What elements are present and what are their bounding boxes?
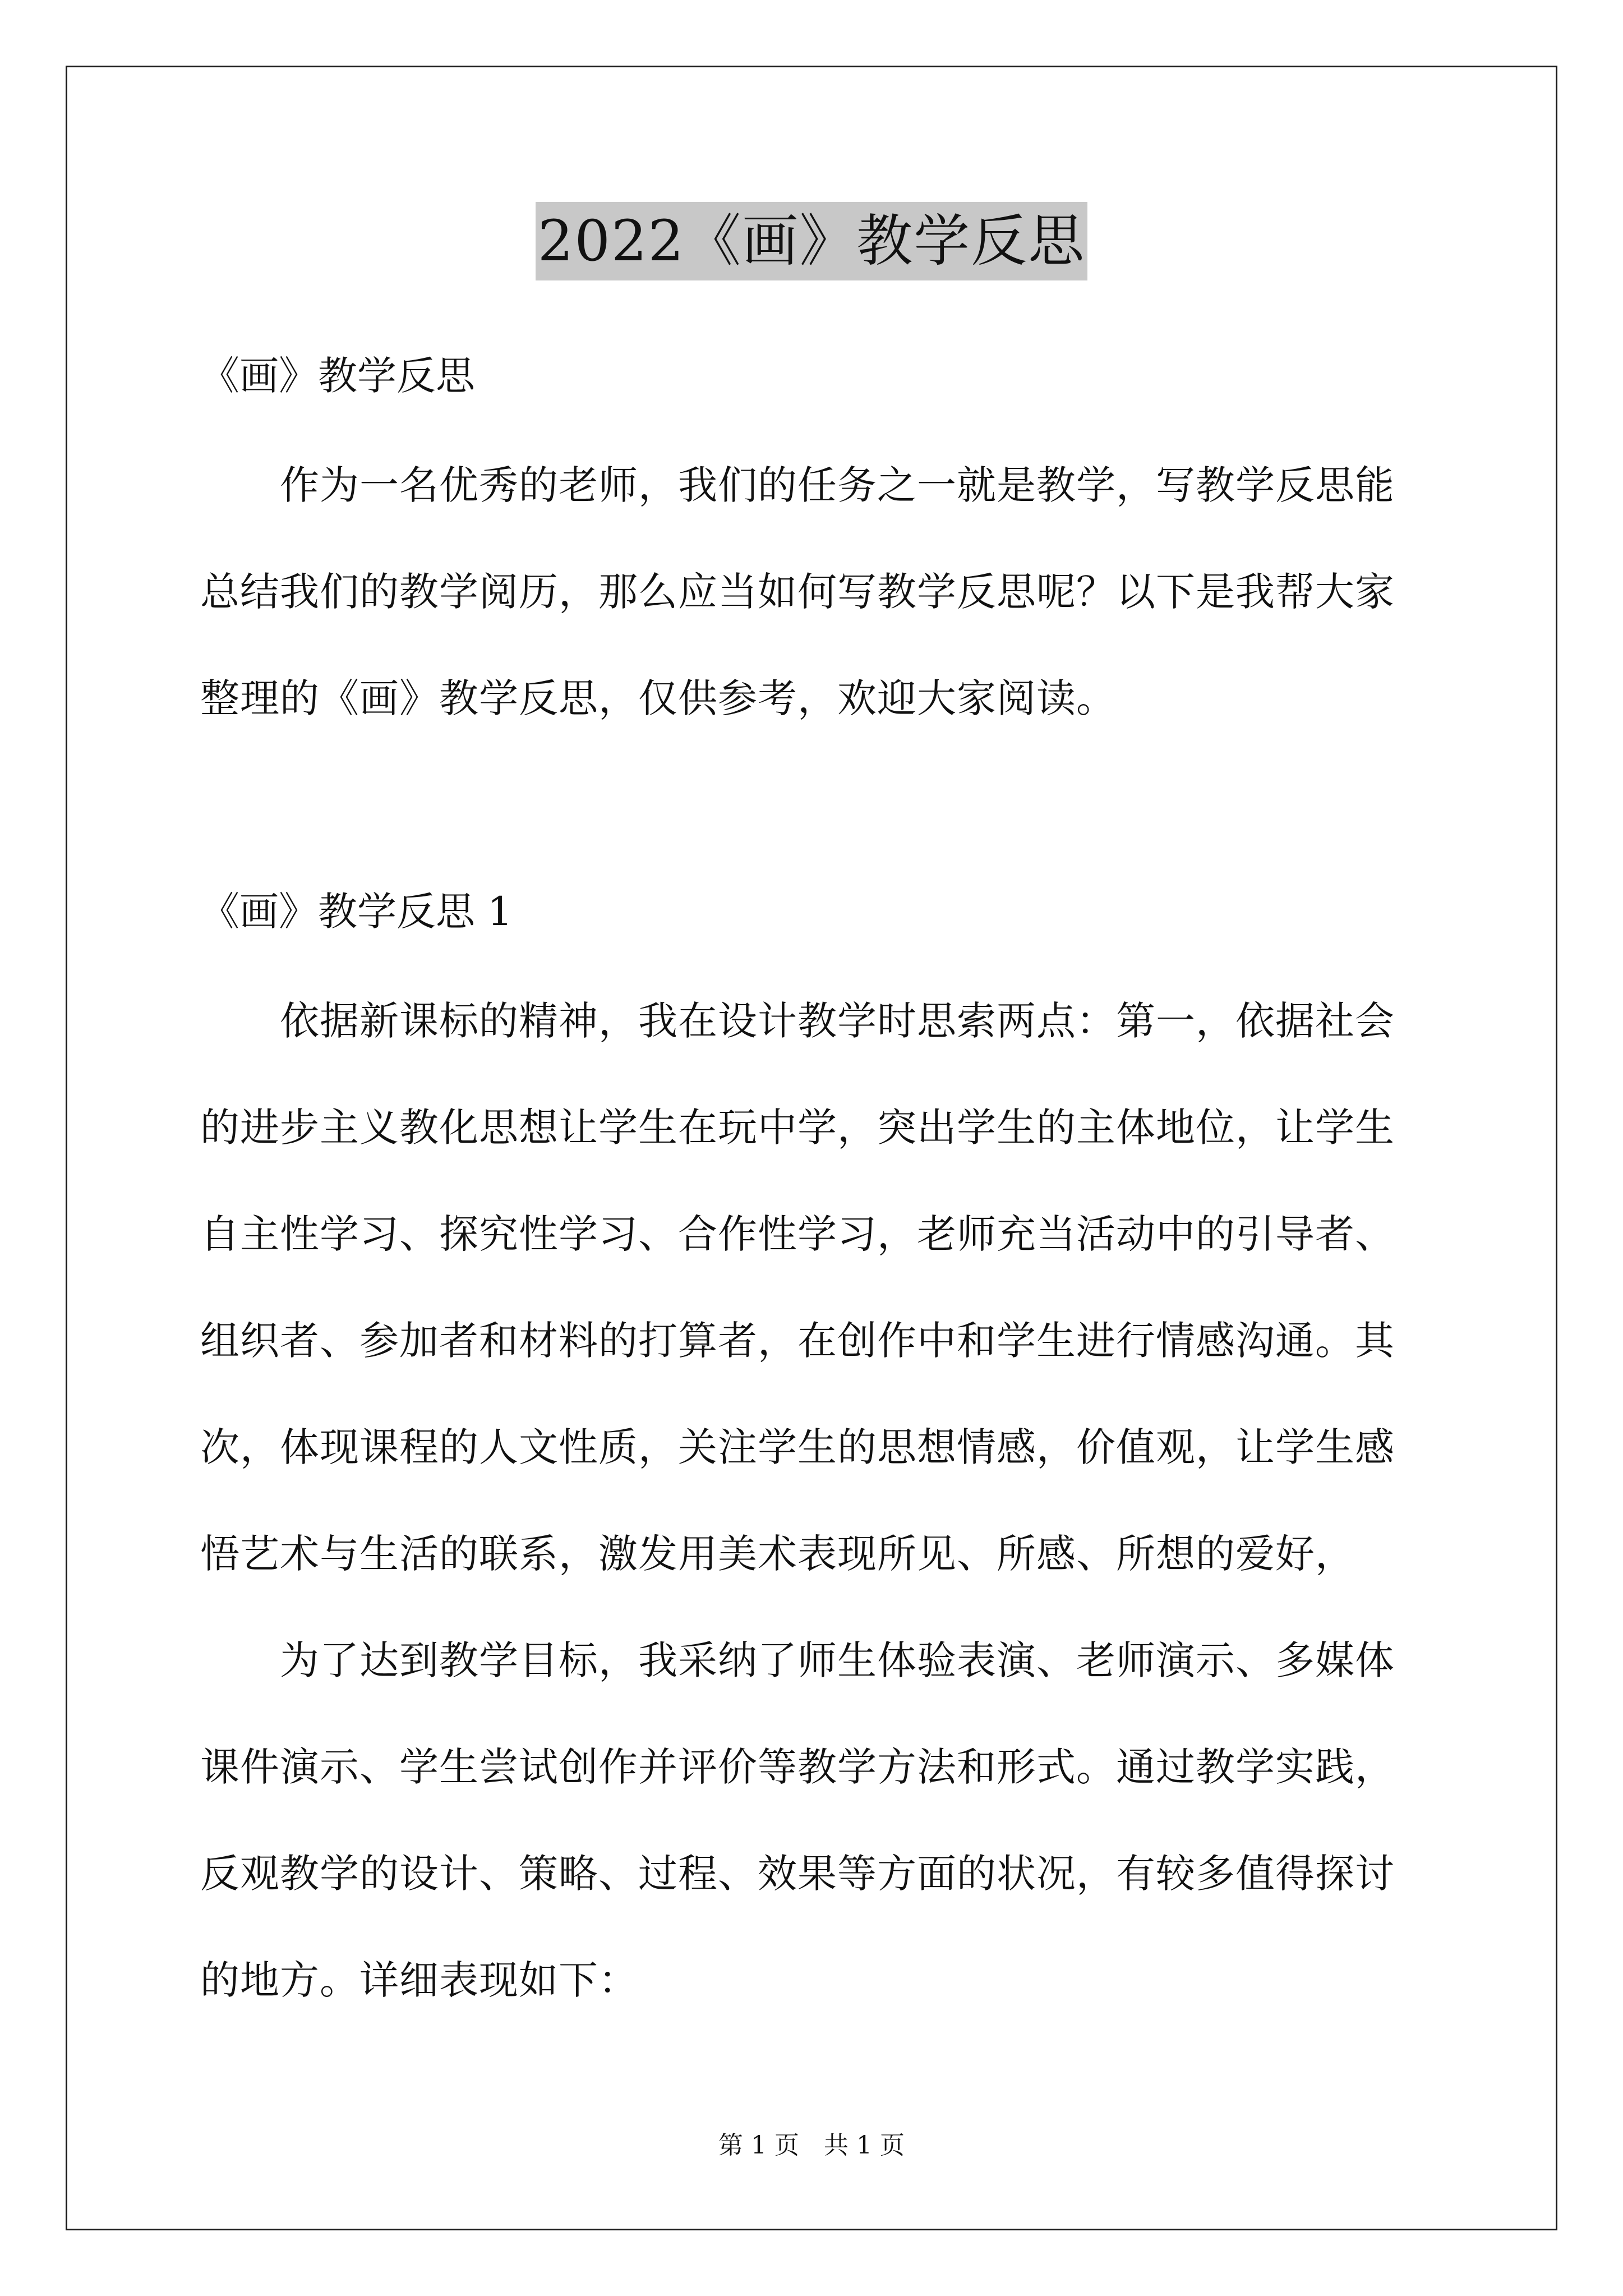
- title-container: [0, 202, 1623, 280]
- paragraph-line: 依据新课标的精神，我在设计教学时思索两点：第一，依据社会: [200, 998, 1395, 1044]
- section-heading: 《画》教学反思 1: [200, 889, 513, 935]
- paragraph-line: 悟艺术与生活的联系，激发用美术表现所见、所感、所想的爱好，: [200, 1531, 1355, 1577]
- intro-line: 总结我们的教学阅历，那么应当如何写教学反思呢？以下是我帮大家: [200, 569, 1395, 615]
- page-footer: 第 1 页 共 1 页: [718, 2131, 905, 2160]
- paragraph-line: 组织者、参加者和材料的打算者，在创作中和学生进行情感沟通。其: [200, 1318, 1395, 1364]
- intro-line: 作为一名优秀的老师，我们的任务之一就是教学，写教学反思能: [200, 462, 1395, 508]
- paragraph-line: 次，体现课程的人文性质，关注学生的思想情感，价值观，让学生感: [200, 1424, 1395, 1470]
- paragraph-line: 的进步主义教化思想让学生在玩中学，突出学生的主体地位，让学生: [200, 1105, 1395, 1151]
- paragraph-line: 自主性学习、探究性学习、合作性学习，老师充当活动中的引导者、: [200, 1211, 1395, 1257]
- paragraph-line: 课件演示、学生尝试创作并评价等教学方法和形式。通过教学实践，: [200, 1744, 1395, 1790]
- subtitle-heading: 《画》教学反思: [200, 353, 475, 399]
- document-title: 2022《画》教学反思: [536, 202, 1088, 280]
- paragraph-line: 为了达到教学目标，我采纳了师生体验表演、老师演示、多媒体: [200, 1637, 1395, 1683]
- paragraph-line: 反观教学的设计、策略、过程、效果等方面的状况，有较多值得探讨: [200, 1851, 1395, 1897]
- intro-line: 整理的《画》教学反思，仅供参考，欢迎大家阅读。: [200, 675, 1116, 721]
- paragraph-line: 的地方。详细表现如下：: [200, 1957, 638, 2003]
